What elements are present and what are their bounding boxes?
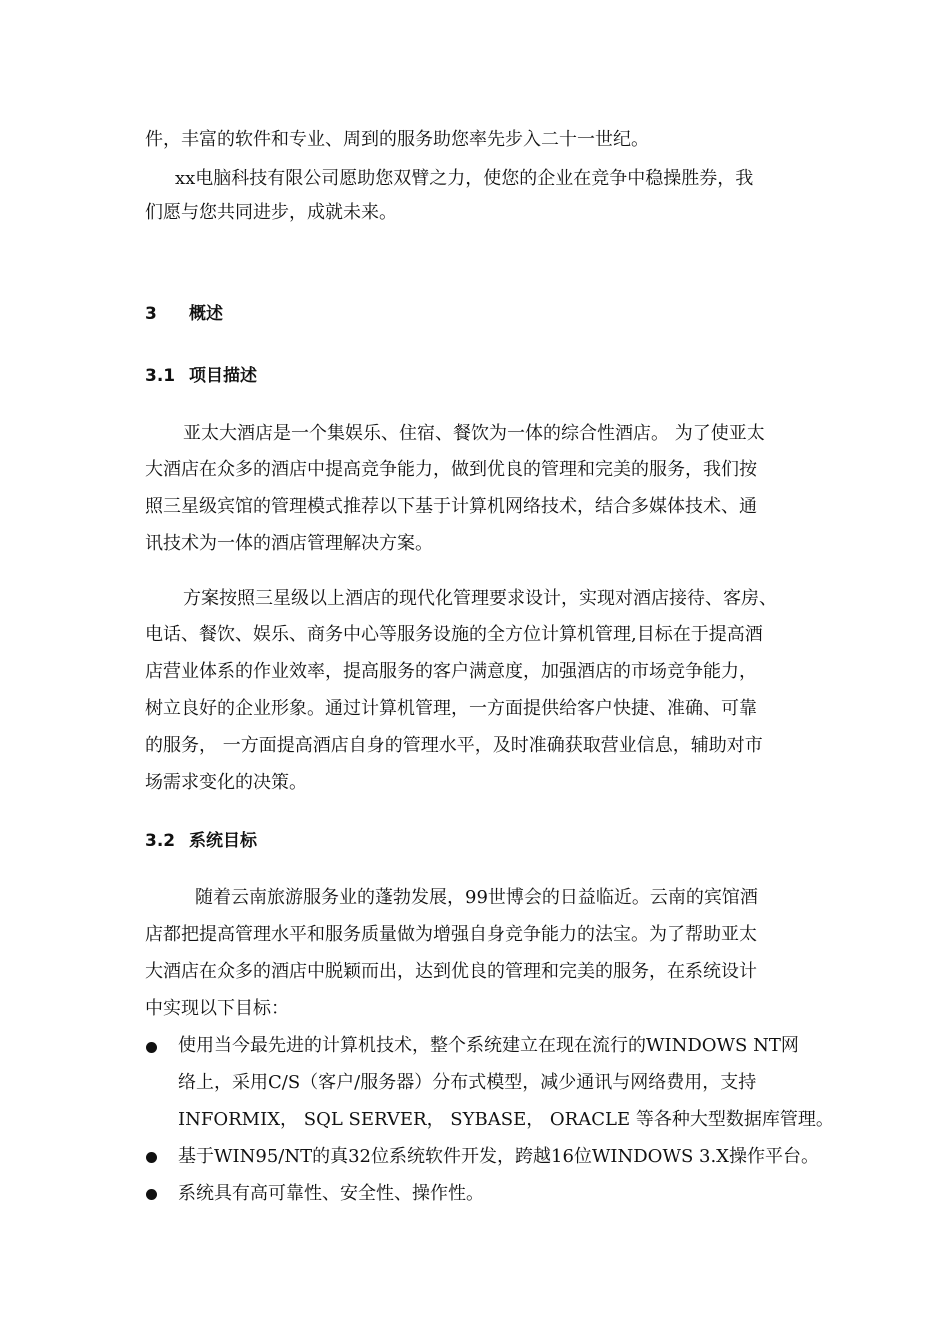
section-heading: [145, 302, 223, 326]
paragraph-line: 电话、餐饮、娱乐、商务中心等服务设施的全方位计算机管理,目标在于提高酒: [145, 624, 763, 645]
subsection-heading: [145, 364, 257, 388]
intro-line: 件，丰富的软件和专业、周到的服务助您率先步入二十一世纪。: [145, 129, 649, 150]
bullet-line: 系统具有高可靠性、安全性、操作性。: [178, 1183, 484, 1204]
section-number: 3: [145, 304, 157, 324]
bullet-line: 使用当今最先进的计算机技术，整个系统建立在现在流行的WINDOWS NT网: [178, 1035, 799, 1056]
paragraph-line: 亚太大酒店是一个集娱乐、住宿、餐饮为一体的综合性酒店。 为了使亚太: [183, 423, 765, 444]
bullet-dot: [146, 1189, 157, 1200]
bullet-line: 基于WIN95/NT的真32位系统软件开发，跨越16位WINDOWS 3.X操作平台。: [178, 1146, 819, 1167]
intro-line: xx电脑科技有限公司愿助您双臂之力，使您的企业在竞争中稳操胜券，我: [175, 168, 754, 189]
paragraph-line: 树立良好的企业形象。通过计算机管理，一方面提供给客户快捷、准确、可靠: [145, 698, 757, 719]
bullet-line: 络上，采用C/S（客户/服务器）分布式模型，减少通讯与网络费用，支持: [178, 1072, 757, 1093]
paragraph-line: 大酒店在众多的酒店中脱颖而出，达到优良的管理和完美的服务，在系统设计: [145, 961, 757, 982]
bullet-dot: [146, 1152, 157, 1163]
paragraph-line: 中实现以下目标：: [145, 998, 289, 1019]
section-title: 概述: [189, 304, 223, 324]
paragraph-line: 方案按照三星级以上酒店的现代化管理要求设计，实现对酒店接待、客房、: [183, 588, 777, 609]
paragraph-line: 讯技术为一体的酒店管理解决方案。: [145, 533, 433, 554]
bullet-line: INFORMIX， SQL SERVER， SYBASE， ORACLE 等各种大型数据库管理。: [178, 1109, 834, 1130]
paragraph-line: 场需求变化的决策。: [145, 772, 307, 793]
subsection-number: 3.2: [145, 831, 176, 851]
paragraph-line: 店营业体系的作业效率，提高服务的客户满意度，加强酒店的市场竞争能力，: [145, 661, 757, 682]
subsection-title: 项目描述: [189, 366, 257, 386]
paragraph-line: 大酒店在众多的酒店中提高竞争能力，做到优良的管理和完美的服务，我们按: [145, 459, 757, 480]
paragraph-line: 店都把提高管理水平和服务质量做为增强自身竞争能力的法宝。为了帮助亚太: [145, 924, 757, 945]
paragraph-line: 照三星级宾馆的管理模式推荐以下基于计算机网络技术，结合多媒体技术、通: [145, 496, 757, 517]
subsection-heading: [145, 829, 257, 853]
subsection-number: 3.1: [145, 366, 176, 386]
subsection-title: 系统目标: [189, 831, 257, 851]
intro-line: 们愿与您共同进步，成就未来。: [145, 202, 397, 223]
paragraph-line: 的服务， 一方面提高酒店自身的管理水平，及时准确获取营业信息，辅助对市: [145, 735, 763, 756]
paragraph-line: 随着云南旅游服务业的蓬勃发展，99世博会的日益临近。云南的宾馆酒: [195, 887, 758, 908]
bullet-dot: [146, 1042, 157, 1053]
